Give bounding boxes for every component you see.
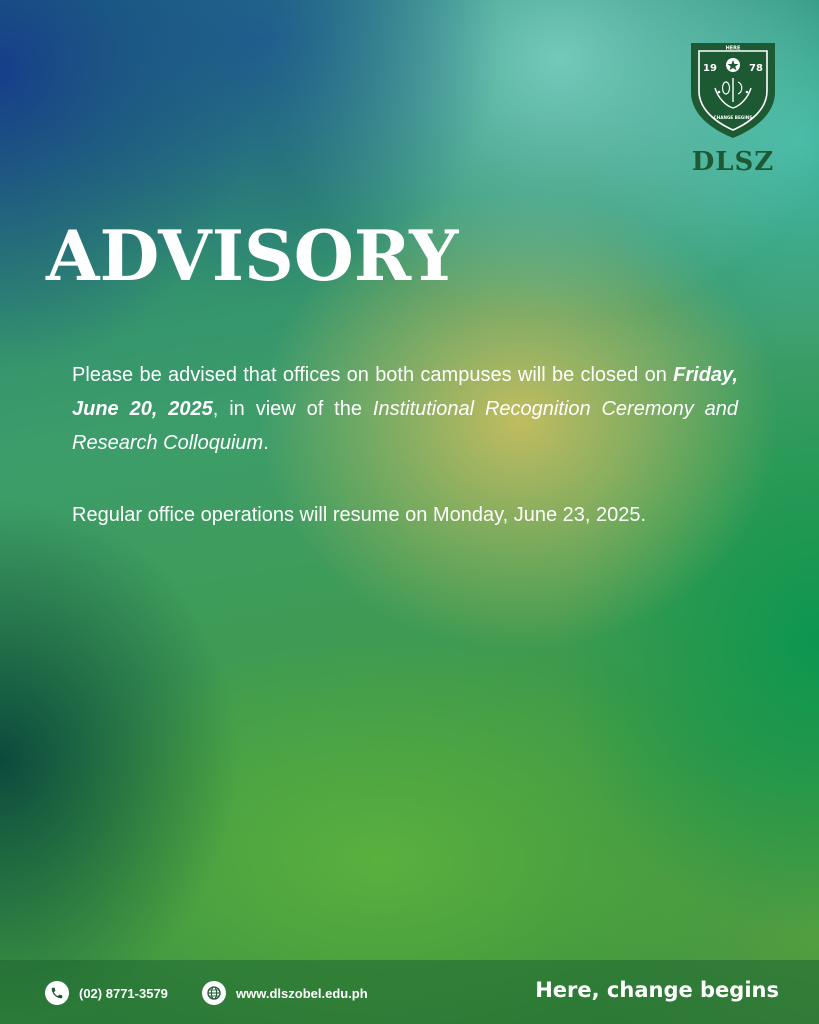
page-title: ADVISORY <box>46 216 459 297</box>
website-link[interactable]: www.dlszobel.edu.ph <box>236 985 368 1001</box>
phone-contact <box>45 981 168 1005</box>
event-name: Institutional Recognition Ceremony and Research Colloquium <box>72 398 739 454</box>
advisory-text-end: . <box>263 432 269 454</box>
logo-wordmark: DLSZ <box>691 147 775 177</box>
globe-icon <box>202 981 226 1005</box>
logo-top-text: HERE <box>725 45 741 52</box>
advisory-paragraph-2: Regular office operations will resume on Monday, June 23, 2025. <box>72 504 647 526</box>
advisory-paragraph-1 <box>72 358 738 460</box>
footer-bar <box>0 960 819 1024</box>
logo-year-left: 19 <box>703 63 717 74</box>
advisory-text-middle: , in view of the <box>212 398 373 420</box>
phone-icon <box>45 981 69 1005</box>
advisory-text-intro: Please be advised that offices on both campuses will be closed on <box>72 364 674 386</box>
tagline: Here, change begins <box>535 978 779 1002</box>
logo-arc-text: CHANGE BEGINS <box>713 115 753 120</box>
website-contact[interactable] <box>202 981 368 1005</box>
dlsz-logo <box>688 40 778 180</box>
logo-year-right: 78 <box>749 63 763 74</box>
advisory-body <box>72 358 738 532</box>
phone-number: (02) 8771-3579 <box>79 985 168 1001</box>
closure-date: Friday, June 20, 2025 <box>72 364 738 420</box>
shield-crest-icon <box>688 40 778 140</box>
